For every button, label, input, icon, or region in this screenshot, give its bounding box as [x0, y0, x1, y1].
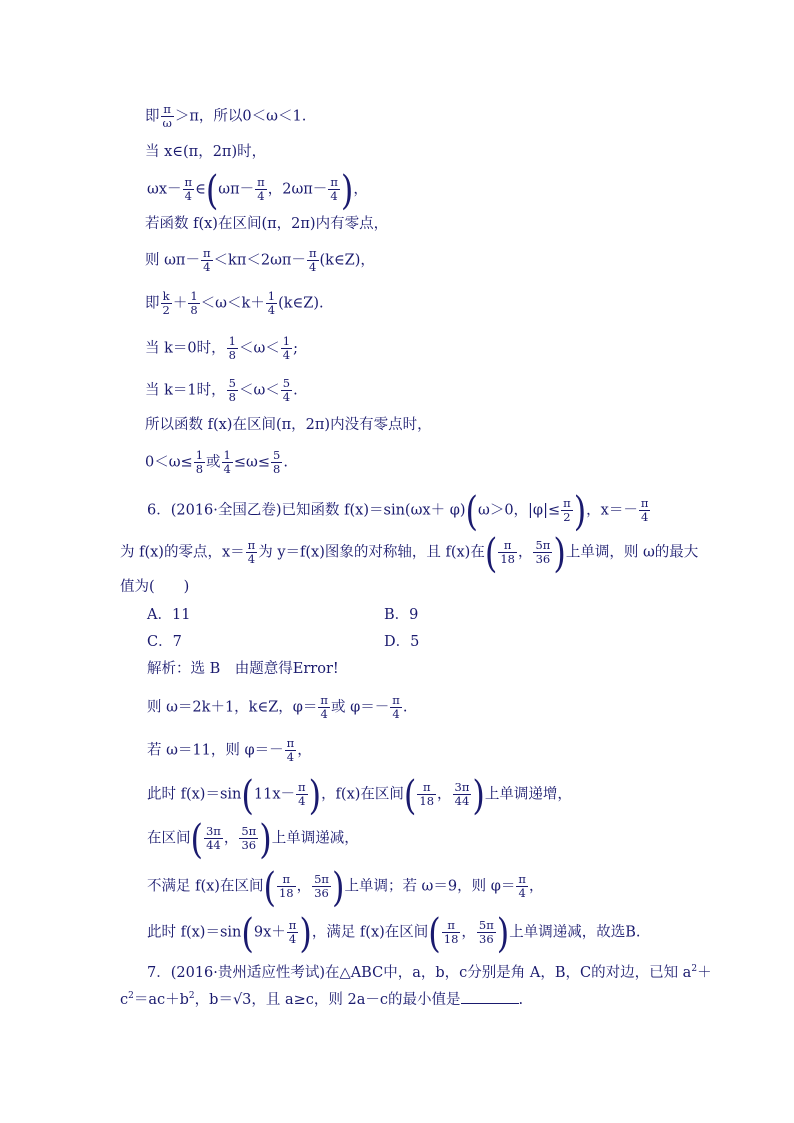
fraction: $\frac{k}{2}$	[162, 289, 170, 317]
fraction: $\frac{\pi}{4}$	[320, 693, 328, 721]
question-7-line-1: 7．(2016·贵州适应性考试)在△ABC中，a，b，c分别是角 A，B，C的对边，已知 $a^2+$	[147, 964, 712, 981]
fraction: $\frac{1}{4}$	[282, 334, 291, 362]
fraction: $\frac{5\pi}{36}$	[535, 538, 551, 566]
line-4: 若函数 f(x)在区间(π，2π)内有零点，	[145, 216, 389, 232]
fraction: $\frac{\pi}{4}$	[298, 780, 306, 808]
question-6-line-3: 值为( )	[120, 579, 190, 595]
solution-line-2: 则 ω＝2k＋1，k∈Z，φ＝ $\frac{\pi}{4}$ 或 φ＝－ $\frac{\pi}{4}$ .	[147, 693, 408, 721]
solution-line-4: 此时 f(x)＝sin(11x－ $\frac{\pi}{4}$ )，f(x)在区间( $\frac{\pi}{18}$ ， $\frac{3\pi}{44}$ )上单调递增，	[147, 770, 572, 819]
question-6-line-1: 6．(2016·全国乙卷)已知函数 f(x)＝sin(ωx＋ φ)(ω＞0，|φ|≤ $\frac{\pi}{2}$ )，x＝－ $\frac{\pi}{4}$	[147, 486, 649, 535]
fraction: $\frac{\pi}{4}$	[330, 175, 338, 203]
option-c: C．7	[147, 634, 182, 650]
fraction: $\frac{\pi}{4}$	[518, 872, 526, 900]
solution-line-1: 解析：选 B 由题意得Error!	[147, 661, 339, 677]
solution-line-6: 不满足 f(x)在区间( $\frac{\pi}{18}$ ， $\frac{5\pi}{36}$ )上单调；若 ω＝9，则 φ＝ $\frac{\pi}{4}$ ，	[147, 862, 544, 911]
fraction: $\frac{\pi}{18}$	[419, 780, 435, 808]
option-b: B．9	[384, 607, 419, 623]
solution-line-7: 此时 f(x)＝sin(9x＋ $\frac{\pi}{4}$ )，满足 f(x)在区间( $\frac{\pi}{18}$ ， $\frac{5\pi}{36}$ )上单调递减，故选B.	[147, 908, 641, 957]
line-9: 所以函数 f(x)在区间(π，2π)内没有零点时，	[145, 417, 432, 433]
fraction: $\frac{5\pi}{36}$	[478, 918, 494, 946]
fraction: $\frac{\pi}{4}$	[247, 538, 256, 566]
line-1: 即 $\frac{\pi}{\omega}$ ＞π，所以0＜ω＜1.	[145, 102, 307, 130]
fraction: $\frac{1}{8}$	[195, 448, 204, 476]
line-7: 当 k＝0时， $\frac{1}{8}$ ＜ω＜ $\frac{1}{4}$ ;	[145, 334, 298, 362]
fraction: $\frac{1}{4}$	[267, 289, 276, 317]
line-5: 则 ωπ－ $\frac{\pi}{4}$ ＜kπ＜2ωπ－ $\frac{\pi}{4}$ (k∈Z)，	[145, 246, 375, 274]
fraction: $\frac{5\pi}{36}$	[314, 872, 329, 900]
line-3: ωx－ $\frac{\pi}{4}$ ∈(ωπ－ $\frac{\pi}{4}$ ，2ωπ－ $\frac{\pi}{4}$ )，	[147, 165, 368, 214]
fraction: $\frac{3\pi}{44}$	[205, 824, 221, 852]
fraction: $\frac{1}{8}$	[190, 289, 198, 317]
fraction: $\frac{5}{8}$	[272, 448, 281, 476]
line-2: 当 x∈(π，2π)时，	[145, 144, 267, 160]
question-6-line-2: 为 f(x)的零点，x＝ $\frac{\pi}{4}$ 为 y＝f(x)图象的对称轴，且 f(x)在( $\frac{\pi}{18}$ ， $\frac{5\pi}{36}$ )上单调，则 ω的最大	[120, 528, 699, 577]
line-10: 0＜ω≤ $\frac{1}{8}$ 或 $\frac{1}{4}$ ≤ω≤ $\frac{5}{8}$ .	[145, 448, 288, 476]
fraction: $\frac{1}{8}$	[228, 334, 236, 362]
fraction: $\frac{\pi}{18}$	[278, 872, 294, 900]
fraction: $\frac{\pi}{4}$	[184, 175, 193, 203]
solution-line-5: 在区间( $\frac{3\pi}{44}$ ， $\frac{5\pi}{36}$ )上单调递减，	[147, 814, 359, 863]
fraction: $\frac{5}{8}$	[228, 376, 236, 404]
question-7-line-2: $c^2=ac+b^2$，b＝√3，且 a≥c，则 2a－c的最小值是 .	[120, 985, 523, 1011]
fraction: $\frac{\pi}{4}$	[286, 736, 295, 764]
solution-line-3: 若 ω＝11，则 φ＝－ $\frac{\pi}{4}$ ，	[147, 736, 312, 764]
line-8: 当 k＝1时， $\frac{5}{8}$ ＜ω＜ $\frac{5}{4}$ .	[145, 376, 298, 404]
fraction: $\frac{\pi}{18}$	[500, 538, 515, 566]
fraction: $\frac{\pi}{4}$	[640, 496, 649, 524]
fraction: $\frac{\pi}{4}$	[257, 175, 265, 203]
fraction: $\frac{\pi}{4}$	[308, 246, 317, 274]
answer-blank[interactable]	[461, 989, 519, 1004]
fraction: $\frac{1}{4}$	[223, 448, 231, 476]
fraction: $\frac{\pi}{4}$	[392, 693, 400, 721]
line-6: 即 $\frac{k}{2}$ ＋ $\frac{1}{8}$ ＜ω＜k＋ $\frac{1}{4}$ (k∈Z).	[145, 289, 324, 317]
fraction: $\frac{\pi}{\omega}$	[162, 102, 172, 130]
fraction: $\frac{\pi}{2}$	[563, 496, 571, 524]
fraction: $\frac{5\pi}{36}$	[241, 824, 257, 852]
fraction: $\frac{\pi}{18}$	[443, 918, 459, 946]
fraction: $\frac{\pi}{4}$	[202, 246, 211, 274]
fraction: $\frac{3\pi}{44}$	[454, 780, 470, 808]
option-a: A．11	[147, 607, 191, 623]
option-d: D．5	[384, 634, 420, 650]
fraction: $\frac{5}{4}$	[282, 376, 291, 404]
fraction: $\frac{\pi}{4}$	[288, 918, 297, 946]
